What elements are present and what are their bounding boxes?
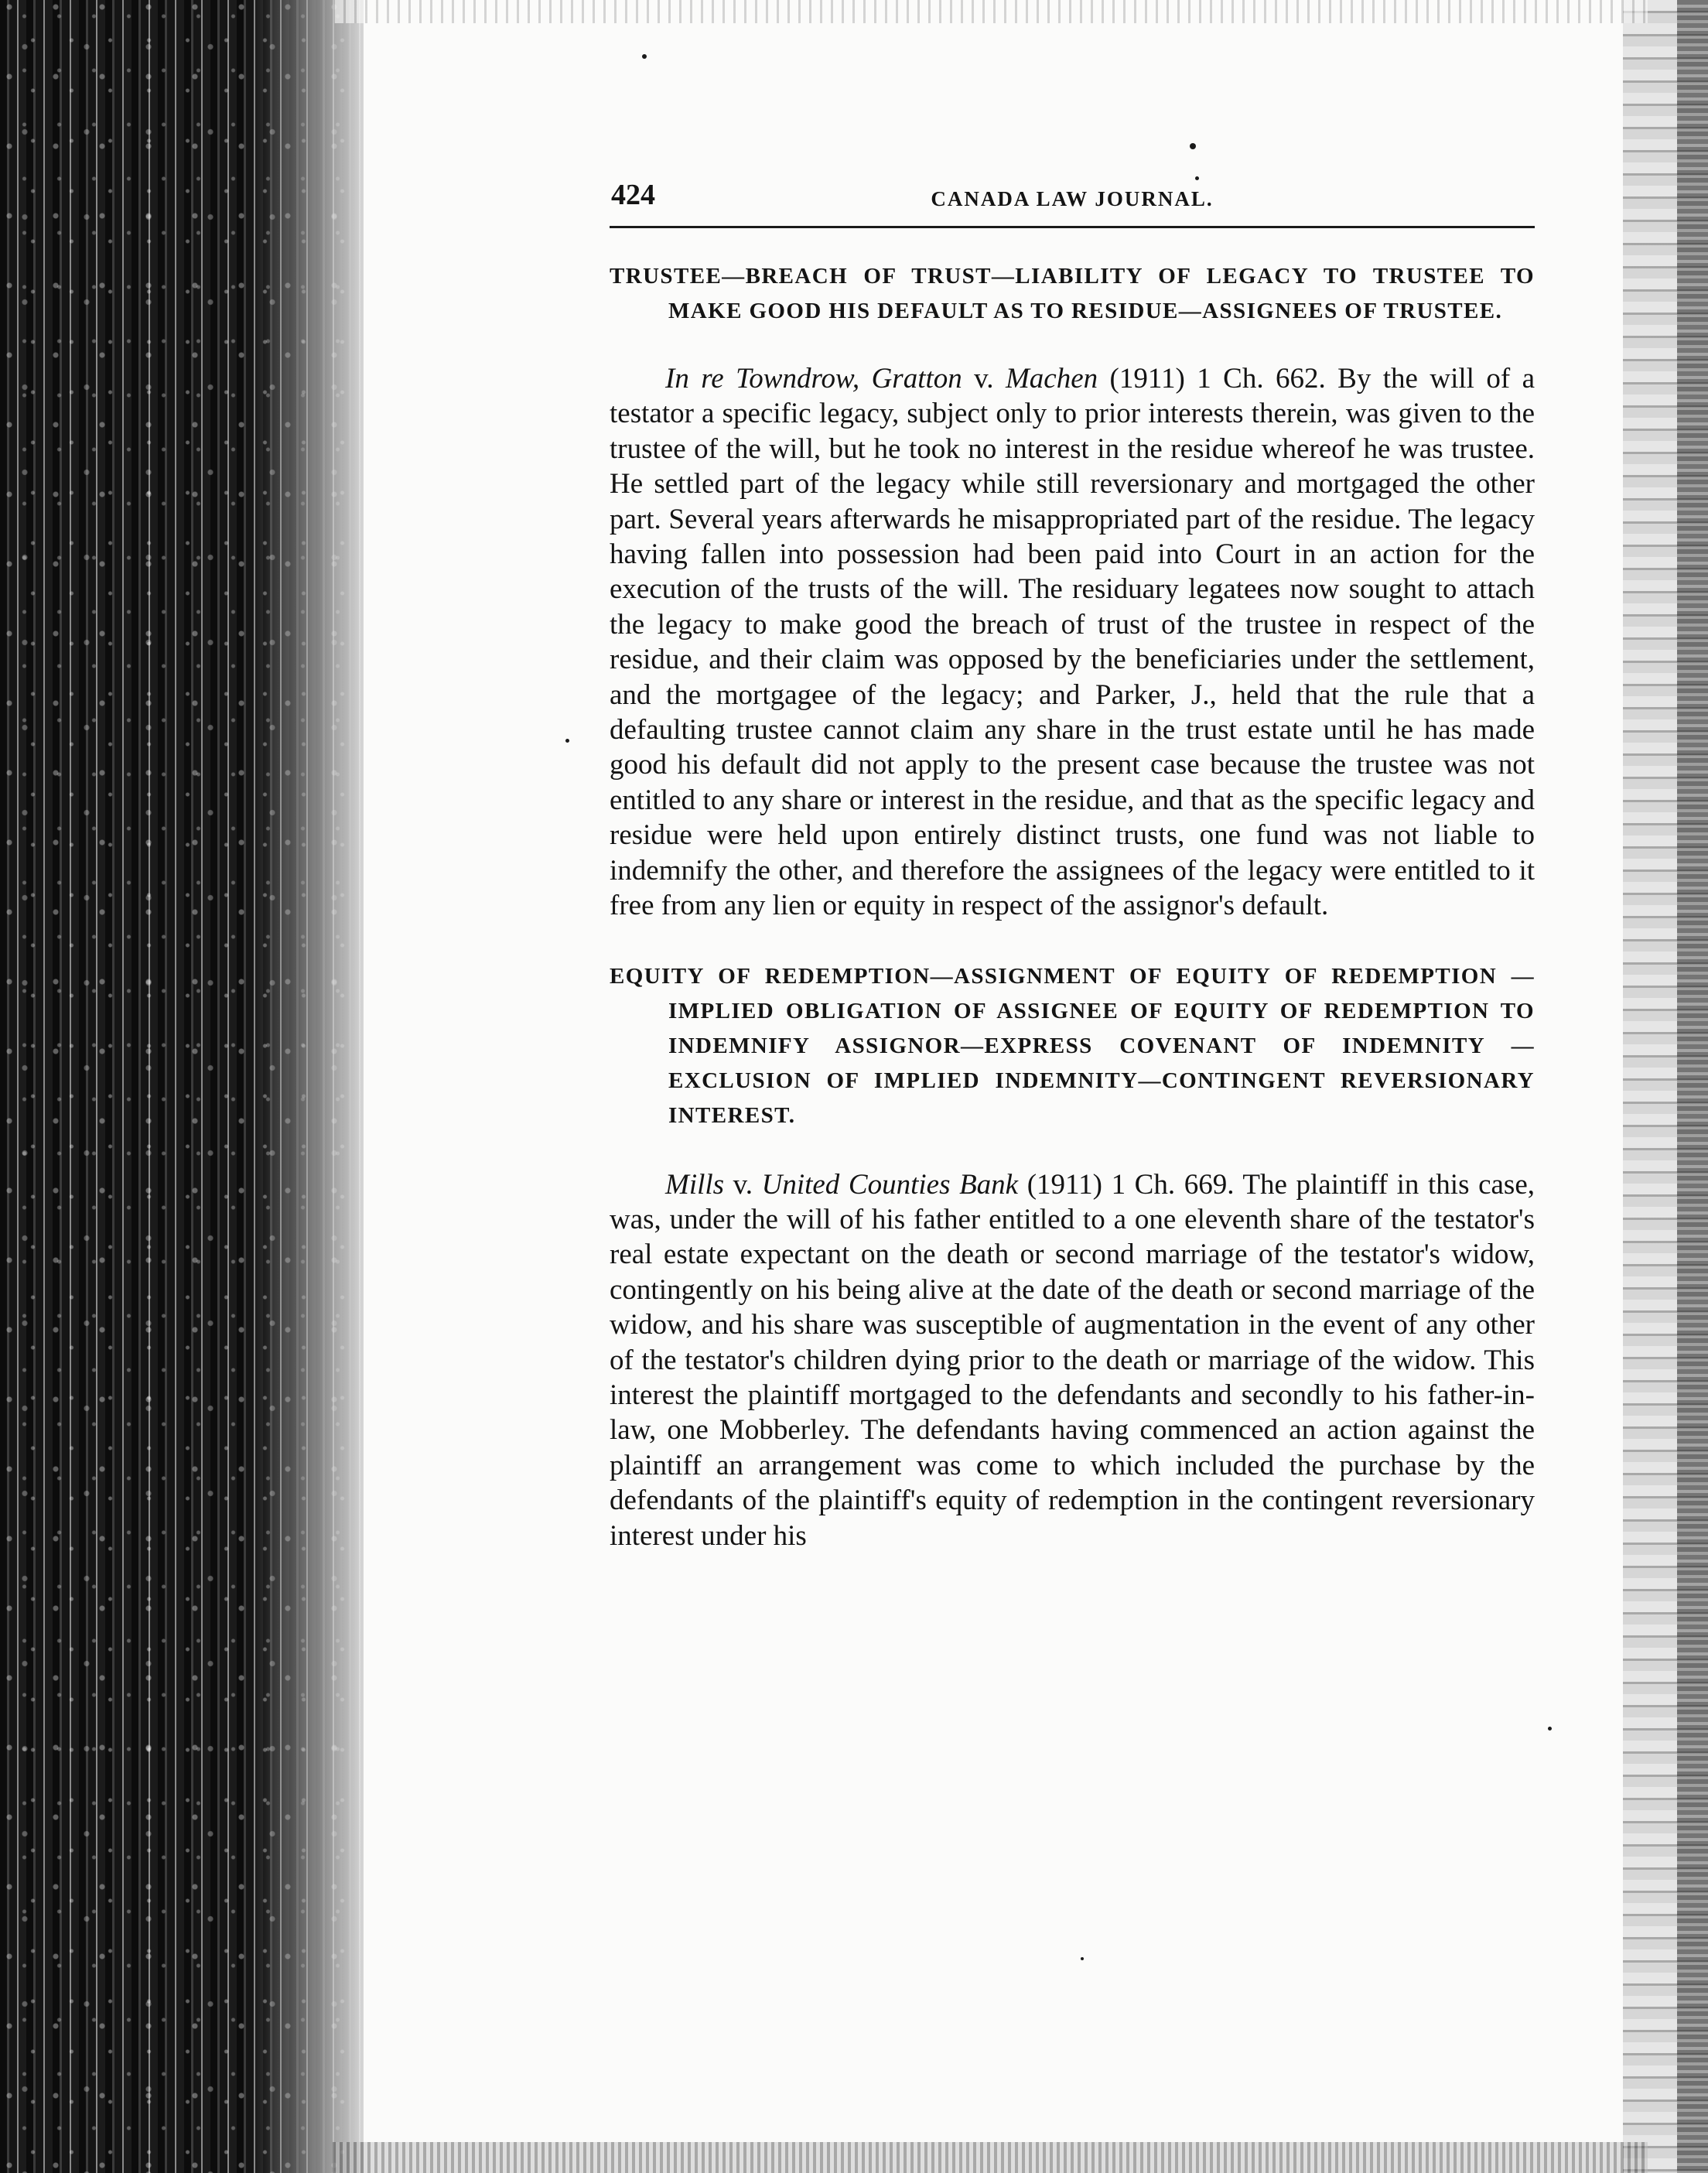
case-summary-paragraph [610, 1167, 1535, 1553]
binding-shadow [255, 0, 364, 2173]
book-edge-top [333, 0, 1648, 23]
scan-speck [565, 739, 569, 743]
section-headnote: TRUSTEE—BREACH OF TRUST—LIABILITY OF LEGACY TO TRUSTEE TO MAKE GOOD HIS DEFAULT AS TO RESIDUE—ASSIGNEES OF TRUSTEE. [610, 264, 1535, 323]
running-header [610, 178, 1535, 221]
book-edge-right-dark [1677, 0, 1708, 2173]
header-rule [610, 226, 1535, 228]
case-name: Mills [665, 1168, 725, 1201]
journal-title: CANADA LAW JOURNAL. [931, 187, 1214, 210]
case-versus: v. [962, 363, 1006, 395]
page-number: 424 [611, 179, 655, 211]
section-headnote: EQUITY OF REDEMPTION—ASSIGNMENT OF EQUITY OF REDEMPTION —IMPLIED OBLIGATION OF ASSIGNEE OF EQUITY OF REDEMPTION TO INDEMNIFY ASSIGNOR—EXPRESS COVENANT OF INDEMNITY —EXCLUSION OF IMPLIED INDEMNITY—CONTINGENT REVERSIONARY INTEREST. [610, 963, 1535, 1128]
case-summary-paragraph [610, 361, 1535, 924]
case-versus: v. [724, 1168, 762, 1201]
scan-speck [1190, 143, 1196, 149]
case-citation: (1911) 1 Ch. 662. [1098, 363, 1326, 395]
case-citation: (1911) 1 Ch. 669. [1018, 1168, 1235, 1201]
page-content [610, 178, 1535, 1553]
scan-speck [1081, 1957, 1084, 1960]
scan-speck [1548, 1727, 1552, 1731]
case-name: In re Towndrow, Gratton [665, 363, 962, 395]
case-body: The plaintiff in this case, was, under the will of his father entitled to a one eleventh share of the testator's real estate expectant on the death or second marriage of the testator's widow, contingently on his being alive at the date of the death or second marriage of the widow, and his share was susceptible of augmentation in the event of any other of the testator's children dying prior to the death or marriage of the widow. This interest the plaintiff mortgaged to the defendants and secondly to his father-in-law, one Mobberley. The defendants having commenced an action against the plaintiff an arrangement was come to which included the purchase by the defendants of the plaintiff's equity of redemption in the contingent reversionary interest under his [610, 1168, 1535, 1552]
case-name-respondent: Machen [1005, 363, 1098, 395]
case-name-respondent: United Counties Bank [761, 1168, 1019, 1201]
case-body: By the will of a testator a specific legacy, subject only to prior interests therein, was given to the trustee of the will, but he took no interest in the residue whereof he was trustee. He settled part of the legacy while still reversionary and mortgaged the other part. Several years afterwards he misappropriated part of the residue. The legacy having fallen into possession had been paid into Court in an action for the execution of the trusts of the will. The residuary legatees now sought to attach the legacy to make good the breach of trust of the trustee in respect of the residue, and their claim was opposed by the beneficiaries under the settlement, and the mortgagee of the legacy; and Parker, J., held that the rule that a defaulting trustee cannot claim any share in the trust estate until he has made good his default did not apply to the present case because the trustee was not entitled to any share or interest in the residue, and that as the specific legacy and residue were held upon entirely distinct trusts, one fund was not liable to indemnify the other, and therefore the assignees of the legacy were entitled to it free from any lien or equity in respect of the assignor's default. [610, 363, 1535, 922]
scan-speck [642, 54, 647, 59]
book-edge-bottom [333, 2142, 1648, 2173]
